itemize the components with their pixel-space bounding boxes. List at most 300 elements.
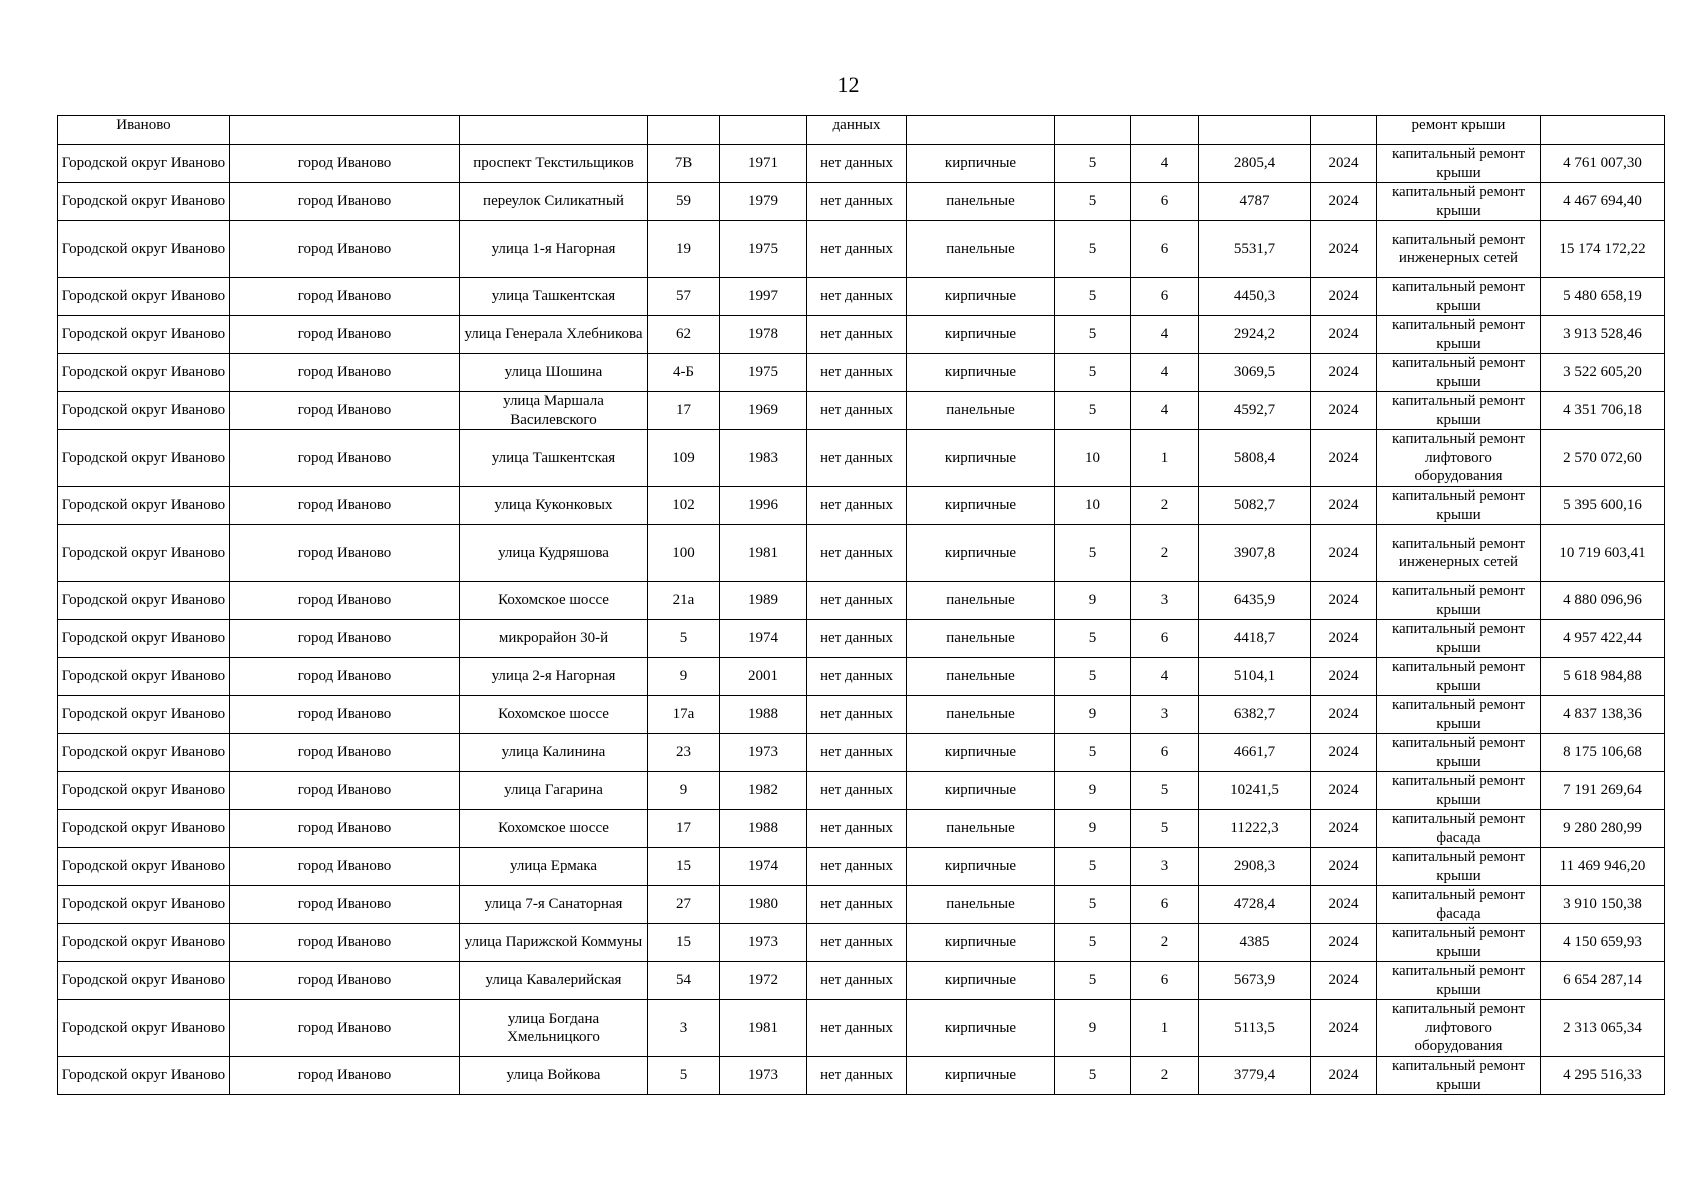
table-row [58,658,1665,696]
cell-commissioning: нет данных [807,278,907,316]
cell-municipality: Городской округ Иваново [58,221,230,278]
cell-municipality: Городской округ Иваново [58,430,230,487]
cell-floors: 5 [1055,734,1131,772]
cell-house-number: 5 [648,1057,720,1095]
cell-floors: 9 [1055,696,1131,734]
cell-floors: 5 [1055,316,1131,354]
cell-municipality: Городской округ Иваново [58,924,230,962]
cell-house-number: 4-Б [648,354,720,392]
cell-street: улица Маршала Василевского [460,392,648,430]
cell-commissioning: нет данных [807,658,907,696]
cell-entrances: 6 [1131,886,1199,924]
table-row [58,183,1665,221]
cell-wall-material: кирпичные [907,487,1055,525]
cell-repair-year: 2024 [1311,1057,1377,1095]
cell-floors: 5 [1055,620,1131,658]
cell-area: 3069,5 [1199,354,1311,392]
cell-settlement: город Иваново [230,620,460,658]
cell-street: улица 1-я Нагорная [460,221,648,278]
cell-area: 4592,7 [1199,392,1311,430]
cell-year-built: 1980 [720,886,807,924]
cell-house-number: 23 [648,734,720,772]
cell-wall-material: кирпичные [907,354,1055,392]
cell-floors [1055,116,1131,145]
cell-street: улица Калинина [460,734,648,772]
cell-year-built: 1974 [720,848,807,886]
cell-repair-year: 2024 [1311,734,1377,772]
cell-repair-type: капитальный ремонт крыши [1377,962,1541,1000]
cell-entrances [1131,116,1199,145]
cell-house-number [648,116,720,145]
table-row [58,582,1665,620]
cell-entrances: 5 [1131,810,1199,848]
cell-street: Кохомское шоссе [460,810,648,848]
cell-floors: 5 [1055,962,1131,1000]
cell-cost: 4 150 659,93 [1541,924,1665,962]
cell-cost [1541,116,1665,145]
cell-wall-material: кирпичные [907,316,1055,354]
cell-year-built: 1975 [720,354,807,392]
cell-year-built: 1972 [720,962,807,1000]
cell-repair-type: капитальный ремонт крыши [1377,924,1541,962]
cell-year-built: 1979 [720,183,807,221]
cell-settlement: город Иваново [230,1000,460,1057]
cell-entrances: 6 [1131,183,1199,221]
cell-municipality: Городской округ Иваново [58,525,230,582]
cell-repair-type: капитальный ремонт крыши [1377,772,1541,810]
cell-settlement: город Иваново [230,734,460,772]
table-row [58,772,1665,810]
cell-floors: 5 [1055,924,1131,962]
cell-floors: 10 [1055,430,1131,487]
cell-house-number: 59 [648,183,720,221]
cell-cost: 7 191 269,64 [1541,772,1665,810]
cell-house-number: 100 [648,525,720,582]
cell-settlement: город Иваново [230,582,460,620]
cell-street: улица Куконковых [460,487,648,525]
cell-entrances: 5 [1131,772,1199,810]
cell-entrances: 3 [1131,582,1199,620]
cell-settlement: город Иваново [230,886,460,924]
cell-repair-year: 2024 [1311,962,1377,1000]
cell-commissioning: нет данных [807,316,907,354]
cell-cost: 3 522 605,20 [1541,354,1665,392]
cell-municipality: Городской округ Иваново [58,582,230,620]
cell-wall-material: кирпичные [907,278,1055,316]
cell-area: 6435,9 [1199,582,1311,620]
cell-settlement [230,116,460,145]
cell-street: Кохомское шоссе [460,696,648,734]
cell-municipality: Городской округ Иваново [58,1000,230,1057]
cell-commissioning: данных [807,116,907,145]
cell-repair-year: 2024 [1311,278,1377,316]
table-row [58,620,1665,658]
cell-wall-material [907,116,1055,145]
cell-commissioning: нет данных [807,772,907,810]
cell-floors: 5 [1055,183,1131,221]
cell-municipality: Городской округ Иваново [58,278,230,316]
cell-settlement: город Иваново [230,1057,460,1095]
cell-cost: 3 913 528,46 [1541,316,1665,354]
cell-area: 11222,3 [1199,810,1311,848]
cell-house-number: 7В [648,145,720,183]
cell-repair-year: 2024 [1311,924,1377,962]
cell-street: улица Ташкентская [460,278,648,316]
cell-settlement: город Иваново [230,924,460,962]
cell-commissioning: нет данных [807,734,907,772]
cell-entrances: 2 [1131,924,1199,962]
cell-repair-type: капитальный ремонт крыши [1377,1057,1541,1095]
cell-entrances: 4 [1131,392,1199,430]
cell-commissioning: нет данных [807,1000,907,1057]
cell-entrances: 1 [1131,1000,1199,1057]
table-row [58,962,1665,1000]
cell-street: улица Гагарина [460,772,648,810]
table-row [58,392,1665,430]
cell-repair-type: капитальный ремонт крыши [1377,734,1541,772]
cell-area: 2924,2 [1199,316,1311,354]
cell-repair-type: капитальный ремонт лифтового оборудования [1377,1000,1541,1057]
cell-year-built: 1997 [720,278,807,316]
cell-commissioning: нет данных [807,848,907,886]
cell-wall-material: кирпичные [907,145,1055,183]
cell-commissioning: нет данных [807,924,907,962]
cell-year-built: 1981 [720,1000,807,1057]
cell-year-built: 1983 [720,430,807,487]
cell-repair-year: 2024 [1311,183,1377,221]
cell-commissioning: нет данных [807,696,907,734]
cell-street: улица Ташкентская [460,430,648,487]
cell-house-number: 17 [648,392,720,430]
cell-repair-type: капитальный ремонт крыши [1377,620,1541,658]
cell-repair-type: капитальный ремонт фасада [1377,810,1541,848]
cell-repair-type: капитальный ремонт лифтового оборудования [1377,430,1541,487]
cell-commissioning: нет данных [807,487,907,525]
cell-area: 3779,4 [1199,1057,1311,1095]
cell-area [1199,116,1311,145]
cell-municipality: Городской округ Иваново [58,392,230,430]
cell-area: 5104,1 [1199,658,1311,696]
cell-commissioning: нет данных [807,962,907,1000]
table-row [58,116,1665,145]
cell-municipality: Городской округ Иваново [58,620,230,658]
cell-repair-year: 2024 [1311,487,1377,525]
cell-municipality: Иваново [58,116,230,145]
cell-entrances: 6 [1131,278,1199,316]
cell-cost: 5 618 984,88 [1541,658,1665,696]
cell-wall-material: кирпичные [907,734,1055,772]
cell-year-built: 1974 [720,620,807,658]
cell-floors: 5 [1055,848,1131,886]
cell-repair-year: 2024 [1311,1000,1377,1057]
cell-house-number: 27 [648,886,720,924]
cell-cost: 3 910 150,38 [1541,886,1665,924]
cell-commissioning: нет данных [807,392,907,430]
cell-cost: 4 837 138,36 [1541,696,1665,734]
cell-street: переулок Силикатный [460,183,648,221]
cell-wall-material: кирпичные [907,962,1055,1000]
cell-floors: 10 [1055,487,1131,525]
cell-area: 5113,5 [1199,1000,1311,1057]
cell-area: 10241,5 [1199,772,1311,810]
cell-cost: 4 467 694,40 [1541,183,1665,221]
cell-floors: 5 [1055,278,1131,316]
cell-municipality: Городской округ Иваново [58,487,230,525]
cell-municipality: Городской округ Иваново [58,658,230,696]
cell-year-built: 1971 [720,145,807,183]
cell-wall-material: панельные [907,810,1055,848]
cell-repair-type: капитальный ремонт крыши [1377,316,1541,354]
cell-repair-type: капитальный ремонт крыши [1377,658,1541,696]
cell-repair-year: 2024 [1311,145,1377,183]
cell-settlement: город Иваново [230,221,460,278]
cell-wall-material: кирпичные [907,1000,1055,1057]
table-row [58,430,1665,487]
table-row [58,1057,1665,1095]
cell-commissioning: нет данных [807,145,907,183]
table-row [58,316,1665,354]
cell-area: 4450,3 [1199,278,1311,316]
cell-area: 4418,7 [1199,620,1311,658]
cell-year-built: 1996 [720,487,807,525]
cell-repair-type: капитальный ремонт инженерных сетей [1377,525,1541,582]
cell-repair-type: капитальный ремонт крыши [1377,145,1541,183]
cell-repair-year: 2024 [1311,392,1377,430]
table-row [58,354,1665,392]
cell-settlement: город Иваново [230,696,460,734]
cell-wall-material: кирпичные [907,924,1055,962]
cell-repair-type: капитальный ремонт крыши [1377,354,1541,392]
cell-settlement: город Иваново [230,810,460,848]
cell-municipality: Городской округ Иваново [58,354,230,392]
cell-year-built: 1989 [720,582,807,620]
cell-repair-type: капитальный ремонт инженерных сетей [1377,221,1541,278]
cell-repair-type: капитальный ремонт крыши [1377,183,1541,221]
cell-street: улица Войкова [460,1057,648,1095]
table-row [58,221,1665,278]
cell-settlement: город Иваново [230,316,460,354]
cell-wall-material: панельные [907,183,1055,221]
cell-floors: 9 [1055,810,1131,848]
cell-commissioning: нет данных [807,620,907,658]
cell-house-number: 15 [648,848,720,886]
cell-cost: 5 395 600,16 [1541,487,1665,525]
cell-repair-year: 2024 [1311,696,1377,734]
cell-entrances: 6 [1131,962,1199,1000]
cell-house-number: 9 [648,658,720,696]
cell-cost: 6 654 287,14 [1541,962,1665,1000]
cell-entrances: 2 [1131,1057,1199,1095]
cell-street: улица Ермака [460,848,648,886]
cell-area: 5673,9 [1199,962,1311,1000]
cell-house-number: 5 [648,620,720,658]
cell-year-built: 2001 [720,658,807,696]
cell-area: 4661,7 [1199,734,1311,772]
cell-year-built: 1978 [720,316,807,354]
cell-area: 2805,4 [1199,145,1311,183]
cell-municipality: Городской округ Иваново [58,848,230,886]
cell-repair-year: 2024 [1311,886,1377,924]
cell-area: 2908,3 [1199,848,1311,886]
cell-repair-year: 2024 [1311,772,1377,810]
cell-cost: 4 880 096,96 [1541,582,1665,620]
cell-cost: 4 295 516,33 [1541,1057,1665,1095]
cell-settlement: город Иваново [230,962,460,1000]
cell-year-built: 1973 [720,1057,807,1095]
cell-house-number: 57 [648,278,720,316]
cell-repair-year: 2024 [1311,525,1377,582]
cell-municipality: Городской округ Иваново [58,734,230,772]
cell-wall-material: кирпичные [907,1057,1055,1095]
cell-repair-type: капитальный ремонт фасада [1377,886,1541,924]
cell-floors: 9 [1055,1000,1131,1057]
cell-wall-material: панельные [907,696,1055,734]
cell-repair-year: 2024 [1311,582,1377,620]
cell-cost: 8 175 106,68 [1541,734,1665,772]
cell-wall-material: кирпичные [907,430,1055,487]
cell-year-built: 1988 [720,696,807,734]
cell-year-built: 1982 [720,772,807,810]
cell-wall-material: панельные [907,620,1055,658]
cell-municipality: Городской округ Иваново [58,962,230,1000]
cell-area: 4728,4 [1199,886,1311,924]
cell-floors: 5 [1055,886,1131,924]
cell-street: улица Генерала Хлебникова [460,316,648,354]
cell-settlement: город Иваново [230,278,460,316]
housing-repair-table [57,115,1665,1095]
cell-municipality: Городской округ Иваново [58,183,230,221]
cell-cost: 15 174 172,22 [1541,221,1665,278]
cell-municipality: Городской округ Иваново [58,810,230,848]
cell-floors: 5 [1055,392,1131,430]
cell-settlement: город Иваново [230,354,460,392]
cell-municipality: Городской округ Иваново [58,772,230,810]
cell-cost: 9 280 280,99 [1541,810,1665,848]
cell-settlement: город Иваново [230,430,460,487]
cell-settlement: город Иваново [230,183,460,221]
cell-wall-material: панельные [907,392,1055,430]
cell-cost: 2 570 072,60 [1541,430,1665,487]
cell-wall-material: панельные [907,221,1055,278]
cell-commissioning: нет данных [807,221,907,278]
cell-commissioning: нет данных [807,525,907,582]
cell-entrances: 6 [1131,221,1199,278]
cell-floors: 5 [1055,525,1131,582]
cell-year-built: 1973 [720,734,807,772]
cell-cost: 4 957 422,44 [1541,620,1665,658]
cell-house-number: 109 [648,430,720,487]
cell-street: улица 2-я Нагорная [460,658,648,696]
cell-cost: 11 469 946,20 [1541,848,1665,886]
cell-area: 5082,7 [1199,487,1311,525]
cell-entrances: 4 [1131,145,1199,183]
cell-area: 4385 [1199,924,1311,962]
cell-wall-material: панельные [907,886,1055,924]
cell-house-number: 3 [648,1000,720,1057]
cell-wall-material: панельные [907,582,1055,620]
cell-cost: 10 719 603,41 [1541,525,1665,582]
cell-street: улица Кудряшова [460,525,648,582]
cell-street: улица Богдана Хмельницкого [460,1000,648,1057]
table-body [58,116,1665,1095]
table-row [58,145,1665,183]
cell-house-number: 9 [648,772,720,810]
cell-repair-year: 2024 [1311,658,1377,696]
cell-floors: 5 [1055,145,1131,183]
cell-year-built: 1973 [720,924,807,962]
cell-cost: 2 313 065,34 [1541,1000,1665,1057]
cell-area: 5808,4 [1199,430,1311,487]
cell-house-number: 17а [648,696,720,734]
cell-house-number: 15 [648,924,720,962]
cell-entrances: 6 [1131,620,1199,658]
table-row [58,886,1665,924]
cell-cost: 5 480 658,19 [1541,278,1665,316]
cell-street [460,116,648,145]
cell-municipality: Городской округ Иваново [58,1057,230,1095]
cell-cost: 4 351 706,18 [1541,392,1665,430]
cell-wall-material: панельные [907,658,1055,696]
cell-year-built [720,116,807,145]
cell-entrances: 4 [1131,658,1199,696]
cell-street: Кохомское шоссе [460,582,648,620]
cell-settlement: город Иваново [230,487,460,525]
cell-repair-type: капитальный ремонт крыши [1377,487,1541,525]
page-number: 12 [837,72,860,97]
cell-commissioning: нет данных [807,886,907,924]
cell-street: улица Кавалерийская [460,962,648,1000]
cell-entrances: 3 [1131,696,1199,734]
cell-area: 6382,7 [1199,696,1311,734]
cell-area: 4787 [1199,183,1311,221]
cell-street: улица Парижской Коммуны [460,924,648,962]
cell-street: улица 7-я Санаторная [460,886,648,924]
cell-settlement: город Иваново [230,145,460,183]
cell-entrances: 4 [1131,354,1199,392]
cell-floors: 9 [1055,772,1131,810]
cell-municipality: Городской округ Иваново [58,696,230,734]
cell-settlement: город Иваново [230,848,460,886]
table-row [58,1000,1665,1057]
cell-floors: 5 [1055,354,1131,392]
cell-repair-type: капитальный ремонт крыши [1377,848,1541,886]
table-row [58,487,1665,525]
cell-repair-year: 2024 [1311,221,1377,278]
cell-wall-material: кирпичные [907,848,1055,886]
cell-entrances: 4 [1131,316,1199,354]
cell-year-built: 1969 [720,392,807,430]
table-row [58,848,1665,886]
cell-year-built: 1981 [720,525,807,582]
cell-repair-type: ремонт крыши [1377,116,1541,145]
cell-area: 3907,8 [1199,525,1311,582]
cell-commissioning: нет данных [807,183,907,221]
cell-area: 5531,7 [1199,221,1311,278]
cell-repair-year: 2024 [1311,810,1377,848]
cell-floors: 5 [1055,658,1131,696]
cell-commissioning: нет данных [807,1057,907,1095]
cell-year-built: 1988 [720,810,807,848]
table-row [58,525,1665,582]
cell-house-number: 17 [648,810,720,848]
cell-house-number: 21а [648,582,720,620]
cell-entrances: 2 [1131,525,1199,582]
table-row [58,734,1665,772]
cell-house-number: 62 [648,316,720,354]
table-row [58,696,1665,734]
cell-municipality: Городской округ Иваново [58,316,230,354]
cell-repair-type: капитальный ремонт крыши [1377,696,1541,734]
